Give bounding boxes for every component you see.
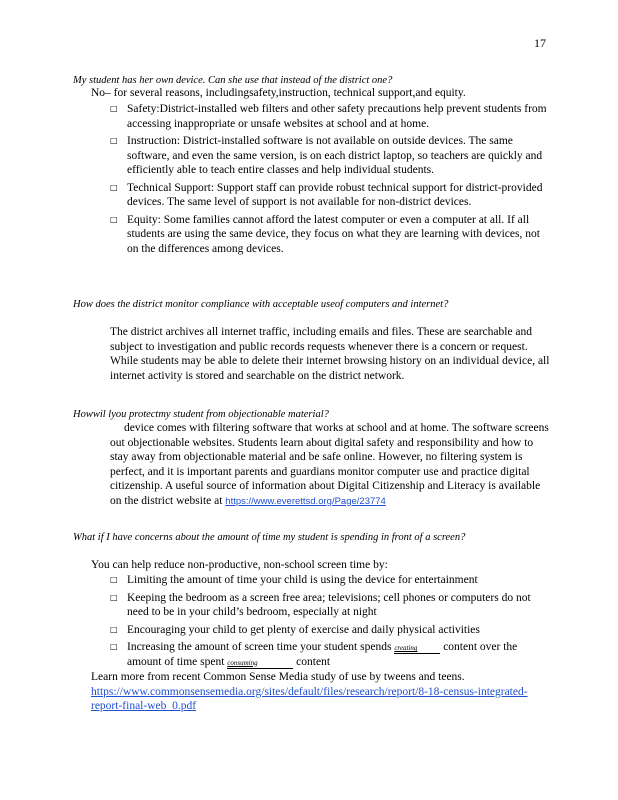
district-website-link[interactable]: https://www.everettsd.org/Page/23774 <box>225 495 386 507</box>
screen-time-bullet-list <box>107 573 547 672</box>
question-protect: Howwil lyou protectmy student from objectionable material? <box>73 409 329 420</box>
square-bullet-icon: □ <box>110 136 118 145</box>
question-own-device: My student has her own device. Can she use that instead of the district one? <box>73 75 393 86</box>
question-screen-time: What if I have concerns about the amount of time my student is spending in front of a screen? <box>73 532 466 543</box>
question-monitor: How does the district monitor compliance with acceptable useof computers and internet? <box>73 299 449 310</box>
square-bullet-icon: □ <box>110 182 118 192</box>
list-item: □ Technical Support: Support staff can provide robust technical support for district-provided devices. The same level of support is not available for non-district devices. <box>110 181 543 208</box>
list-item: □ Limiting the amount of time your child is using the device for entertainment <box>110 574 478 586</box>
list-item: □ Safety:District-installed web filters and other safety precautions help prevent students from accessing inappropriate or unsafe websites at school and at home. <box>110 103 547 130</box>
list-item: □ Equity: Some families cannot afford the latest computer or even a computer at all. If all students are using the same device, they focus on what they are learning with devices, not on the differences among devices. <box>110 213 540 255</box>
list-item: □ Increasing the amount of screen time your student spends creating content over the amount of time spent consuming content <box>110 641 518 668</box>
square-bullet-icon: □ <box>110 624 118 634</box>
list-item: □ Encouraging your child to get plenty of exercise and daily physical activities <box>110 623 480 636</box>
square-bullet-icon: □ <box>110 104 118 113</box>
square-bullet-icon: □ <box>110 642 118 651</box>
list-item: □ Instruction: District-installed software is not available on outside devices. The same software, and even the same version, is on each district laptop, so teachers are quickly and efficiently able to teach entire classes and help individual students. <box>110 135 543 176</box>
own-device-bullet-list <box>107 102 547 259</box>
blank-consuming: consuming <box>227 658 293 669</box>
square-bullet-icon: □ <box>110 575 118 584</box>
blank-creating: creating <box>394 643 440 654</box>
answer-own-device-intro: No– for several reasons, includingsafety,instruction, technical support,and equity. <box>91 87 466 99</box>
learn-more-block <box>91 670 551 714</box>
learn-more-text: Learn more from recent Common Sense Media study of use by tweens and teens. <box>91 671 465 683</box>
page-number: 17 <box>534 36 546 50</box>
answer-protect: device comes with filtering software that works at school and at home. The software screens out objectionable websites. Students learn about digital safety and responsibility and how to stay away from objectionable material and be safe online. However, no filtering system is perfect, and it is important parents and guardians monitor computer use and practice digital citizenship. A useful source of information about Digital Citizenship and Literacy is available on the district website at https://www.everettsd.org/Page/23774 <box>110 422 549 507</box>
answer-monitor: The district archives all internet traffic, including emails and files. These are searchable and subject to investigation and public records requests whenever there is a concern or request. While students may be able to delete their internet browsing history on an individual device, all internet activity is stored and searchable on the district network. <box>110 326 550 382</box>
square-bullet-icon: □ <box>110 592 118 602</box>
square-bullet-icon: □ <box>110 214 118 224</box>
common-sense-media-link[interactable]: https://www.commonsensemedia.org/sites/default/files/research/report/8-18-census-integrated-report-final-web_0.pdf <box>91 685 528 712</box>
answer-screen-time-intro: You can help reduce non-productive, non-school screen time by: <box>91 559 388 571</box>
list-item: □ Keeping the bedroom as a screen free area; televisions; cell phones or computers do not need to be in your child’s bedroom, especially at night <box>110 591 531 618</box>
